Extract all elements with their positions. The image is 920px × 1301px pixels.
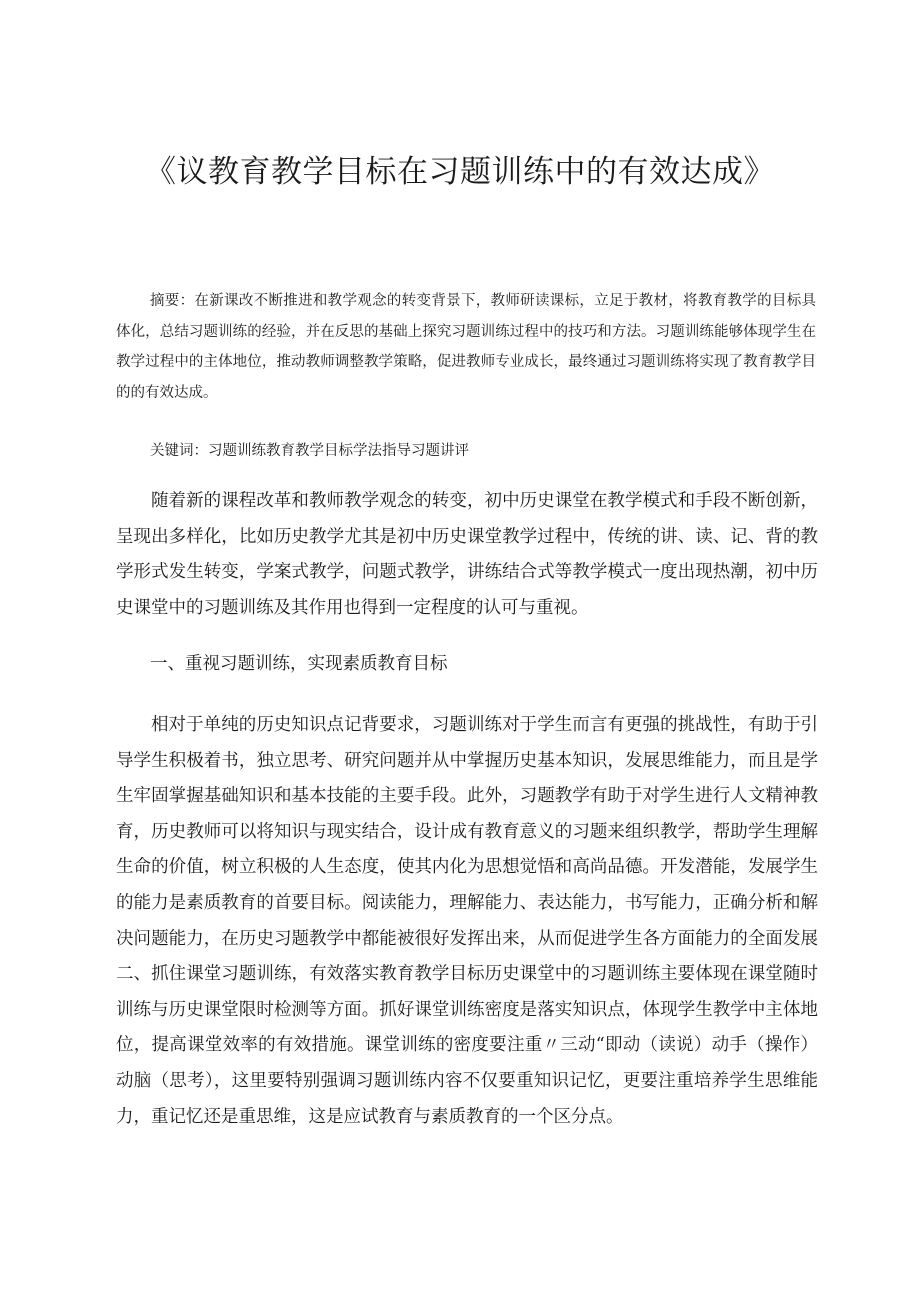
intro-paragraph: 随着新的课程改革和教师教学观念的转变，初中历史课堂在教学模式和手段不断创新，呈现出多样化，比如历史教学尤其是初中历史课堂教学过程中，传统的讲、读、记、背的教学形式发生转变，学案式教学，问题式教学，讲练结合式等教学模式一度出现热潮，初中历史课堂中的习题训练及其作用也得到一定程度的认可与重视。 xyxy=(116,491,818,618)
body-paragraph: 相对于单纯的历史知识点记背要求，习题训练对于学生而言有更强的挑战性，有助于引导学生积极着书，独立思考、研究问题并从中掌握历史基本知识，发展思维能力，而且是学生牢固掌握基础知识和基本技能的主要手段。此外，习题教学有助于对学生进行人文精神教育，历史教师可以将知识与现实结合，设计成有教育意义的习题来组织教学，帮助学生理解生命的价值，树立积极的人生态度，使其内化为思想觉悟和高尚品德。开发潜能，发展学生的能力是素质教育的首要目标。阅读能力，理解能力、表达能力，书写能力，正确分析和解决问题能力，在历史习题教学中都能被很好发挥出来，从而促进学生各方面能力的全面发展二、抓住课堂习题训练，有效落实教育教学目标历史课堂中的习题训练主要体现在课堂随时训练与历史课堂限时检测等方面。抓好课堂训练密度是落实知识点，体现学生教学中主体地位，提高课堂效率的有效措施。课堂训练的密度要注重〃三动“即动（读说）动手（操作）动脑（思考），这里要特别强调习题训练内容不仅要重知识记忆，更要注重培养学生思维能力，重记忆还是重思维，这是应试教育与素质教育的一个区分点。 xyxy=(116,715,818,1127)
abstract-paragraph: 摘要：在新课改不断推进和教学观念的转变背景下，教师研读课标，立足于教材，将教育教学的目标具体化，总结习题训练的经验，并在反思的基础上探究习题训练过程中的技巧和方法。习题训练能够体现学生在教学过程中的主体地位，推动教师调整教学策略，促进教师专业成长，最终通过习题训练将实现了教育教学目的的有效达成。 xyxy=(116,293,816,401)
keywords-line: 关键词：习题训练教育教学目标学法指导习题讲评 xyxy=(150,443,469,459)
section-heading: 一、重视习题训练，实现素质教育目标 xyxy=(150,654,448,674)
document-title: 《议教育教学目标在习题训练中的有效达成》 xyxy=(145,154,775,190)
